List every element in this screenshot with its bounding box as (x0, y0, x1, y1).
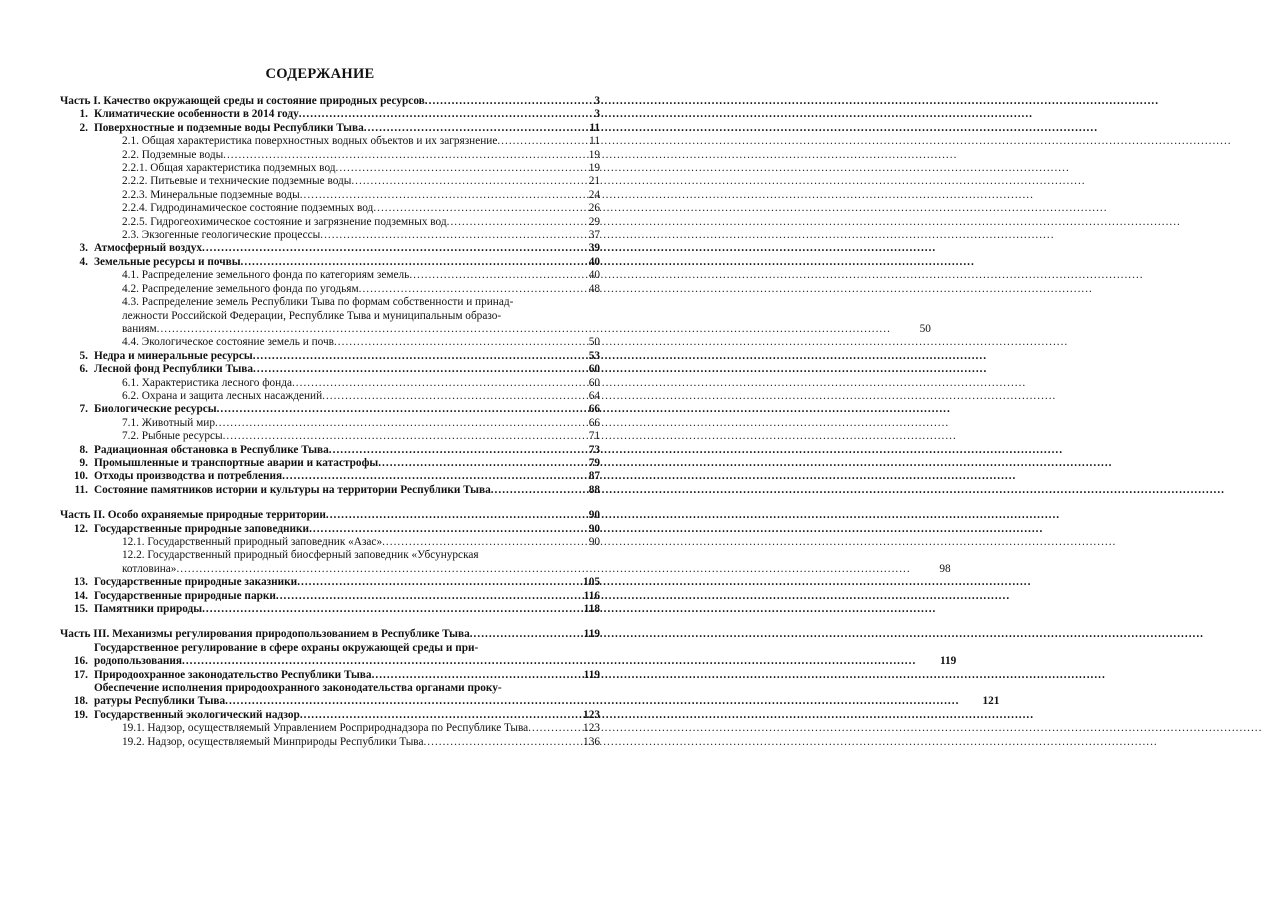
toc-section-row[interactable] (60, 444, 600, 457)
toc-leader-dots (276, 590, 560, 603)
toc-subsection-row[interactable] (60, 417, 600, 430)
toc-entry-text: Государственный экологический надзор (94, 708, 300, 721)
toc-page-number: 119 (583, 668, 600, 681)
toc-entry-text: Состояние памятников истории и культуры на территории Республики Тыва (94, 483, 491, 496)
toc-subsection-row[interactable] (60, 390, 600, 403)
toc-subsection-row[interactable] (60, 283, 600, 296)
toc-leader-dots (176, 563, 910, 576)
toc-heading: СОДЕРЖАНИЕ (265, 66, 375, 82)
toc-entry-text: Государственные природные заказники (94, 576, 298, 589)
toc-section-number: 7. (79, 403, 88, 416)
toc-section-row[interactable] (60, 484, 600, 497)
toc-entry-text: Государственные природные парки (94, 589, 276, 602)
toc-entry-text: Радиационная обстановка в Республике Тыва (94, 443, 329, 456)
toc-entry-text: 4.3. Распределение земель Республики Тыва по формам собственности и принад- (122, 296, 514, 309)
toc-leader-dots (364, 122, 560, 135)
toc-entry-text: Отходы производства и потребления (94, 470, 283, 483)
toc-page-number: 119 (583, 628, 600, 641)
toc-part-title: Часть II. Особо охраняемые природные территории (60, 509, 326, 522)
toc-section-number: 13. (73, 576, 88, 589)
toc-leader-dots (292, 377, 560, 390)
toc-leader-dots (425, 95, 560, 108)
toc-section-row[interactable] (60, 523, 600, 536)
toc-section-row[interactable] (60, 256, 600, 269)
toc-section-number: 5. (79, 349, 88, 362)
toc-entry-text: Земельные ресурсы и почвы (94, 255, 241, 268)
toc-section-number: 11. (74, 483, 88, 496)
toc-part-row[interactable] (60, 628, 600, 641)
toc-leader-dots (491, 484, 560, 497)
toc-section-number: 3. (79, 242, 88, 255)
toc-section-number: 8. (79, 443, 88, 456)
toc-subsection-row[interactable] (60, 189, 600, 202)
toc-section-row[interactable] (60, 403, 600, 416)
toc-section-row[interactable] (60, 363, 600, 376)
toc-leader-dots (326, 509, 560, 522)
toc-entry-text: 7.2. Рыбные ресурсы (122, 430, 223, 443)
toc-entry-text: 2.2.1. Общая характеристика подземных вод (122, 162, 336, 175)
toc-section-number: 1. (79, 108, 88, 121)
toc-entry-text: 4.4. Экологическое состояние земель и почв (122, 336, 334, 349)
toc-section-row[interactable] (60, 669, 600, 682)
toc-subsection-row[interactable] (60, 202, 600, 215)
toc-leader-dots (253, 363, 560, 376)
toc-leader-dots (382, 536, 560, 549)
toc-entry-text: Государственные природные заповедники (94, 522, 310, 535)
toc-page-number: 50 (588, 336, 600, 349)
toc-leader-dots (423, 736, 560, 749)
toc-page-number: 60 (588, 363, 600, 376)
toc-page-number: 73 (588, 443, 600, 456)
toc-page-number: 21 (588, 175, 600, 188)
toc-page-number: 90 (588, 509, 600, 522)
toc-entry-text: Атмосферный воздух (94, 242, 202, 255)
toc-entry-text: 4.1. Распределение земельного фонда по категориям земель (122, 269, 410, 282)
toc-page-number: 24 (588, 188, 600, 201)
toc-leader-dots (225, 695, 959, 708)
toc-entry-text: 12.2. Государственный природный биосферный заповедник «Убсунурская (122, 549, 479, 562)
toc-section-number: 15. (73, 603, 88, 616)
toc-entry-text: Промышленные и транспортные аварии и катастрофы (94, 456, 379, 469)
toc-page-number: 26 (588, 202, 600, 215)
toc-page-number: 40 (588, 255, 600, 268)
toc-page-number: 119 (939, 655, 957, 668)
toc-page-number: 19 (588, 162, 600, 175)
toc-leader-dots (359, 283, 560, 296)
toc-entry-text: ваниям (122, 322, 157, 335)
toc-page-number: 90 (588, 522, 600, 535)
toc-subsection-row[interactable] (60, 162, 600, 175)
toc-subsection-row[interactable] (60, 722, 600, 735)
toc-page-number: 3 (594, 108, 600, 121)
toc-leader-dots (202, 242, 560, 255)
toc-entry-text: 2.2.2. Питьевые и технические подземные воды (122, 175, 352, 188)
toc-page-number: 88 (588, 483, 600, 496)
toc-entry-text: 2.2.3. Минеральные подземные воды (122, 188, 300, 201)
toc-section-number: 17. (73, 668, 88, 681)
toc-page-number: 98 (939, 562, 951, 575)
toc-leader-dots (202, 603, 560, 616)
toc-section-row[interactable] (60, 457, 600, 470)
toc-entry-text: 2.1. Общая характеристика поверхностных водных объектов и их загрязнение (122, 135, 498, 148)
toc-page-number: 11 (589, 135, 600, 148)
toc-leader-dots (300, 709, 560, 722)
toc-section-row[interactable] (60, 682, 1000, 709)
toc-entry-text: 4.2. Распределение земельного фонда по угодьям (122, 282, 359, 295)
toc-page-number: 79 (588, 456, 600, 469)
toc-entry-text: 6.1. Характеристика лесного фонда (122, 376, 292, 389)
toc-page-number: 66 (588, 416, 600, 429)
toc-leader-dots (182, 655, 916, 668)
toc-subsection-row[interactable] (60, 336, 600, 349)
toc-leader-dots (322, 390, 560, 403)
toc-page-number: 53 (588, 349, 600, 362)
toc-page-number: 29 (588, 215, 600, 228)
toc-leader-dots (334, 336, 560, 349)
toc-page-number: 48 (588, 282, 600, 295)
toc-entry-text: Биологические ресурсы (94, 403, 217, 416)
toc-entry-text: Климатические особенности в 2014 году (94, 108, 299, 121)
toc-leader-dots (497, 135, 560, 148)
toc-entry-text: 19.2. Надзор, осуществляемый Минприроды Республики Тыва (122, 735, 424, 748)
toc-section-row[interactable] (60, 590, 600, 603)
toc-page-number: 64 (588, 389, 600, 402)
toc-leader-dots (157, 323, 891, 336)
toc-entry-text: 2.3. Экзогенные геологические процессы (122, 229, 321, 242)
toc-section-number: 10. (73, 470, 88, 483)
toc-page-number: 40 (588, 269, 600, 282)
toc-page-number: 71 (588, 430, 600, 443)
toc-section-number: 14. (73, 589, 88, 602)
toc-section-number: 2. (79, 121, 88, 134)
toc-leader-dots (297, 576, 560, 589)
toc-entry-text: родопользования (94, 655, 183, 668)
toc-page-number: 66 (588, 403, 600, 416)
toc-section-row[interactable] (60, 470, 600, 483)
toc-entry-text: Обеспечение исполнения природоохранного законодательства органами проку- (94, 682, 502, 695)
toc-page-number: 123 (583, 722, 600, 735)
toc-section-number: 16. (73, 655, 88, 668)
toc-entry-text: 2.2.4. Гидродинамическое состояние подземных вод (122, 202, 374, 215)
toc-leader-dots (336, 162, 560, 175)
toc-leader-dots (241, 256, 560, 269)
toc-section-number: 19. (73, 708, 88, 721)
toc-leader-dots (372, 669, 560, 682)
toc-entry-text: ратуры Республики Тыва (94, 695, 226, 708)
toc-page-number: 11 (589, 121, 600, 134)
toc-subsection-row[interactable] (60, 175, 600, 188)
toc-page-number: 121 (982, 695, 1000, 708)
toc-leader-dots (373, 202, 560, 215)
toc-leader-dots (528, 722, 560, 735)
toc-page-number: 19 (588, 148, 600, 161)
toc-page-number: 123 (583, 708, 600, 721)
toc-section-number: 9. (79, 456, 88, 469)
toc-page-number: 116 (583, 589, 600, 602)
toc-leader-dots (470, 628, 560, 641)
toc-entry-text: 2.2.5. Гидрогеохимическое состояние и загрязнение подземных вод (122, 215, 447, 228)
toc-entry-text: Лесной фонд Республики Тыва (94, 363, 254, 376)
toc-part-title: Часть III. Механизмы регулирования природопользованием в Республике Тыва (60, 628, 470, 641)
toc-page-number: 90 (588, 536, 600, 548)
toc-subsection-row[interactable] (60, 536, 600, 549)
toc-page-number: 60 (588, 376, 600, 389)
toc-leader-dots (215, 417, 560, 430)
toc-page-number: 136 (583, 735, 600, 748)
toc-part-title: Часть I. Качество окружающей среды и состояние природных ресурсов (60, 95, 425, 107)
toc-entry-text: Недра и минеральные ресурсы (94, 349, 253, 362)
toc-section-number: 12. (73, 522, 88, 535)
toc-leader-dots (223, 149, 560, 162)
toc-entry-text: Памятники природы (94, 603, 203, 616)
toc-section-row[interactable] (60, 709, 600, 722)
toc-section-row[interactable] (60, 242, 600, 255)
toc-page-number: 37 (588, 229, 600, 242)
toc-entry-text: 7.1. Животный мир (122, 416, 215, 429)
toc-subsection-row[interactable] (60, 377, 600, 390)
toc-entry-text: лежности Российской Федерации, Республике Тыва и муниципальным образо- (122, 309, 502, 322)
toc-subsection-row[interactable] (60, 216, 600, 229)
toc-section-row[interactable] (60, 641, 957, 669)
toc-leader-dots (351, 175, 560, 188)
toc-leader-dots (320, 229, 560, 242)
toc-subsection-row[interactable] (60, 135, 600, 148)
toc-subsection-row[interactable] (60, 430, 600, 443)
toc-section-number: 18. (73, 695, 88, 708)
toc-entry-text: 19.1. Надзор, осуществляемый Управлением Росприроднадзора по Республике Тыва (122, 722, 529, 735)
toc-subsection-row[interactable] (60, 269, 600, 282)
toc-page-number: 3 (594, 95, 600, 107)
toc-page-number: 50 (919, 322, 931, 335)
toc-subsection-row[interactable] (60, 296, 931, 336)
toc-leader-dots (378, 457, 560, 470)
toc-leader-dots (447, 216, 560, 229)
toc-part-row[interactable] (60, 95, 600, 108)
toc-entry-text: 12.1. Государственный природный заповедник «Азас» (122, 536, 383, 548)
toc-section-number: 6. (79, 363, 88, 376)
toc-leader-dots (282, 470, 560, 483)
toc-entry-text: Природоохранное законодательство Республики Тыва (94, 668, 372, 681)
toc-subsection-row[interactable] (60, 149, 600, 162)
toc-page-number: 39 (588, 242, 600, 255)
toc-leader-dots (309, 523, 560, 536)
toc-leader-dots (300, 189, 560, 202)
toc-part-row[interactable] (60, 509, 600, 522)
toc-section-number: 4. (79, 255, 88, 268)
toc-section-row[interactable] (60, 350, 600, 363)
toc-entry-text: 6.2. Охрана и защита лесных насаждений (122, 389, 323, 402)
toc-entry-text: 2.2. Подземные воды (122, 148, 224, 161)
toc-leader-dots (329, 444, 560, 457)
toc-leader-dots (299, 108, 560, 121)
toc-subsection-row[interactable] (60, 229, 600, 242)
toc-section-row[interactable] (60, 603, 600, 616)
toc-leader-dots (253, 350, 560, 363)
toc-page-number: 118 (583, 603, 600, 616)
toc-subsection-row[interactable] (60, 736, 600, 749)
toc-leader-dots (223, 430, 560, 443)
toc-section-row[interactable] (60, 122, 600, 135)
toc-entry-text: Государственное регулирование в сфере охраны окружающей среды и при- (94, 641, 479, 654)
toc-section-row[interactable] (60, 108, 600, 121)
toc-page-number: 105 (583, 576, 600, 589)
toc-section-row[interactable] (60, 576, 600, 589)
toc-page-number: 87 (588, 470, 600, 483)
toc-subsection-row[interactable] (60, 549, 951, 576)
toc-entry-text: Поверхностные и подземные воды Республики Тыва (94, 121, 364, 134)
toc-entry-text: котловина» (122, 562, 177, 575)
toc-leader-dots (217, 403, 560, 416)
toc-leader-dots (409, 269, 560, 282)
table-of-contents (60, 95, 1000, 749)
